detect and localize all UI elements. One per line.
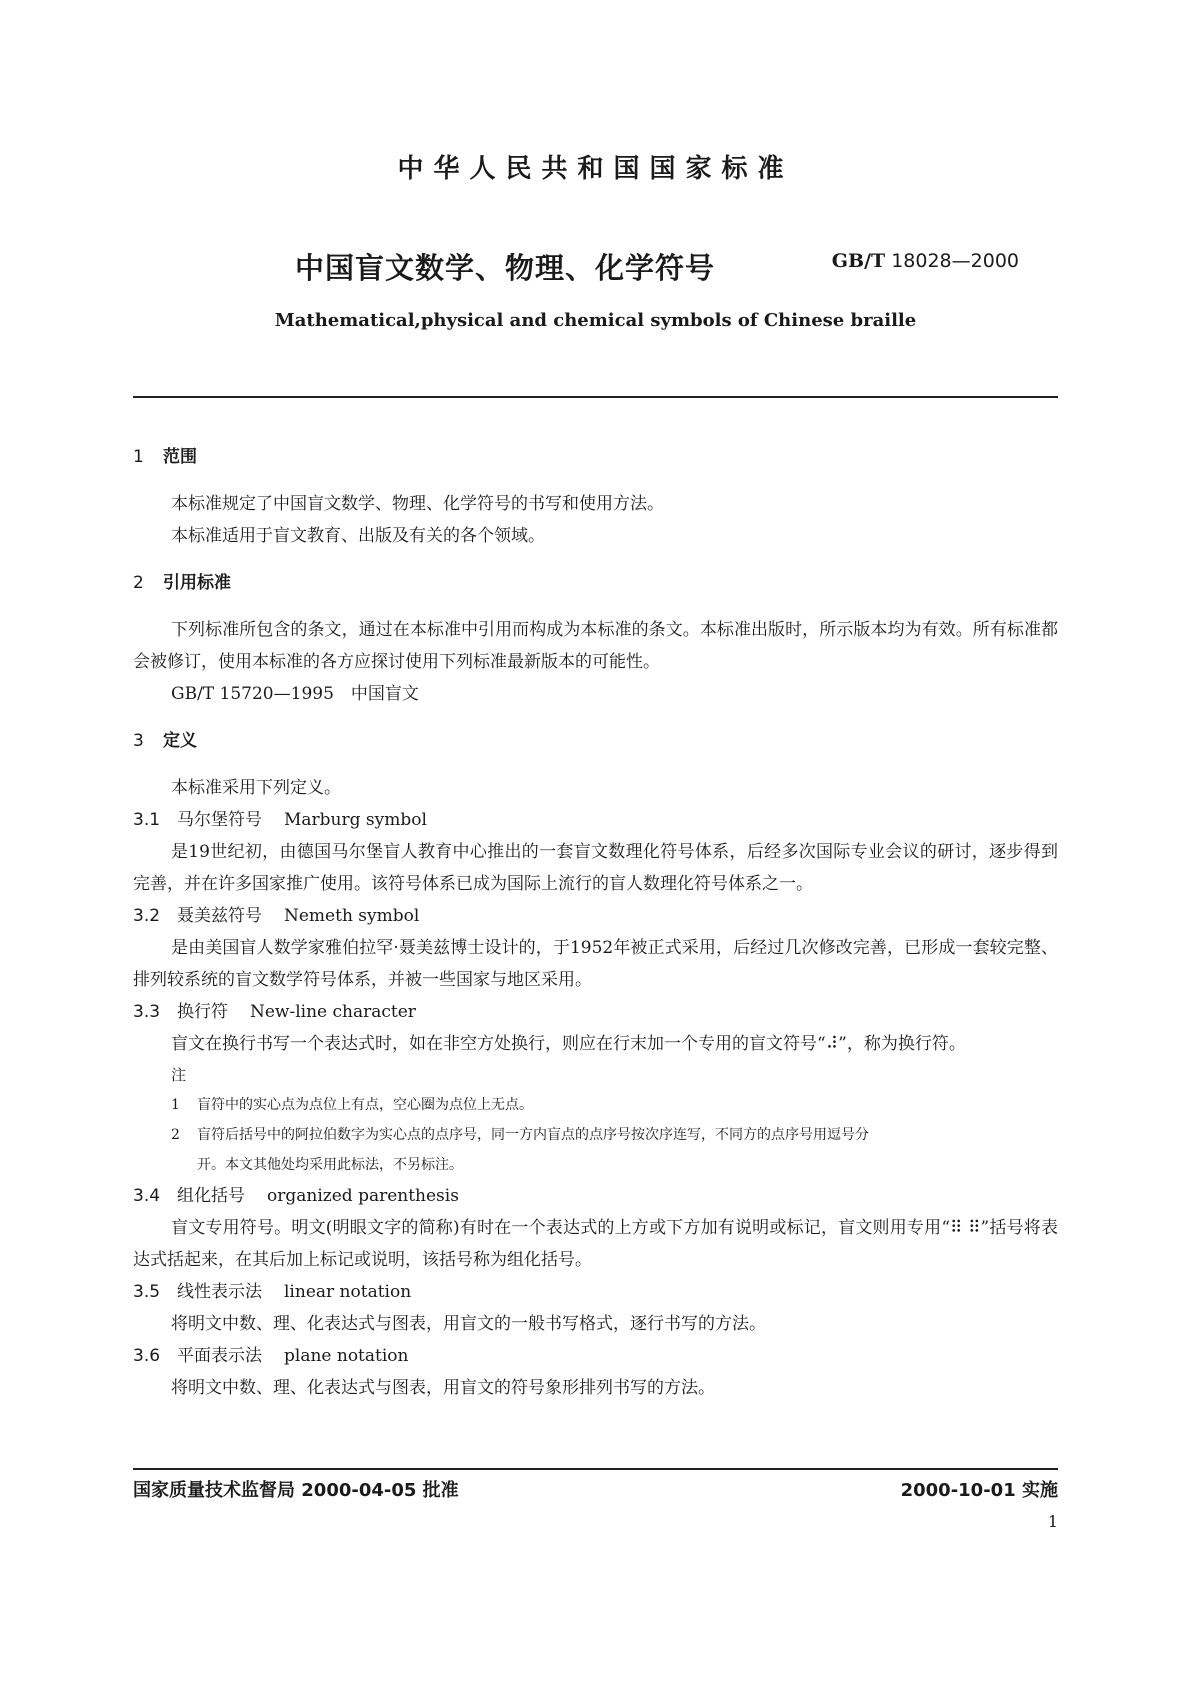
approval-date: 国家质量技术监督局 2000-04-05 批准 [133, 1480, 459, 1501]
note-number: 1 [171, 1097, 180, 1113]
standard-code: 18028—2000 [891, 250, 1019, 272]
english-title: Mathematical,physical and chemical symbols of Chinese braille [274, 310, 917, 331]
note-text: 盲符中的实心点为点位上有点，空心圈为点位上无点。 [197, 1097, 533, 1113]
term-number: 3.1 [133, 810, 161, 830]
section-number: 3 [133, 731, 144, 751]
note-heading: 注 [171, 1066, 187, 1084]
term-number: 3.3 [133, 1002, 161, 1022]
paragraph: 本标准采用下列定义。 [171, 778, 341, 798]
standard-prefix: GB/T [831, 250, 886, 272]
national-standard-heading: 中华人民共和国国家标准 [397, 154, 794, 184]
paragraph: 下列标准所包含的条文，通过在本标准中引用而构成为本标准的条文。本标准出版时，所示版本均为有效。所有标准都会被修订，使用本标准的各方应探讨使用下列标准最新版本的可能性。 [133, 620, 1058, 672]
term-number: 3.2 [133, 906, 161, 926]
section-3-heading [133, 724, 1058, 758]
section-title: 定义 [163, 731, 197, 751]
term-english: organized parenthesis [267, 1186, 459, 1206]
term-3-1 [133, 804, 1058, 836]
term-definition: 将明文中数、理、化表达式与图表，用盲文的一般书写格式，逐行书写的方法。 [171, 1314, 766, 1334]
term-3-6 [133, 1340, 1058, 1372]
section-1-heading [133, 440, 1058, 474]
term-definition: 盲文在换行书写一个表达式时，如在非空方处换行，则应在行末加一个专用的盲文符号“⠼”，称为换行符。 [171, 1034, 966, 1054]
section-number: 1 [133, 447, 144, 467]
note-1 [133, 1090, 1058, 1120]
paragraph: 本标准规定了中国盲文数学、物理、化学符号的书写和使用方法。 [171, 494, 664, 514]
standard-number [832, 250, 1019, 272]
note-text: 盲符后括号中的阿拉伯数字为实心点的点序号，同一方内盲点的点序号按次序连写，不同方的点序号用逗号分 [197, 1127, 869, 1143]
term-definition: 盲文专用符号。明文(明眼文字的简称)有时在一个表达式的上方或下方加有说明或标记，盲文则用专用“⠿ ⠿”括号将表达式括起来，在其后加上标记或说明，该括号称为组化括号。 [133, 1218, 1058, 1270]
implementation-date: 2000-10-01 实施 [900, 1480, 1058, 1501]
term-3-3 [133, 996, 1058, 1028]
note-text-continued: 开。本文其他处均采用此标法，不另标注。 [197, 1157, 463, 1173]
term-definition: 将明文中数、理、化表达式与图表，用盲文的符号象形排列书写的方法。 [171, 1378, 715, 1398]
note-2 [133, 1120, 1058, 1180]
term-number: 3.5 [133, 1282, 161, 1302]
section-title: 范围 [163, 447, 197, 467]
term-english: New-line character [250, 1002, 416, 1022]
term-english: Marburg symbol [284, 810, 427, 830]
header-divider [133, 396, 1058, 398]
term-number: 3.6 [133, 1346, 161, 1366]
term-3-2 [133, 900, 1058, 932]
normative-reference: GB/T 15720—1995 中国盲文 [171, 684, 419, 704]
section-title: 引用标准 [163, 573, 231, 593]
section-number: 2 [133, 573, 144, 593]
document-title: 中国盲文数学、物理、化学符号 [295, 251, 716, 285]
term-chinese: 组化括号 [177, 1186, 245, 1206]
term-chinese: 平面表示法 [177, 1346, 262, 1366]
term-3-4 [133, 1180, 1058, 1212]
term-english: linear notation [284, 1282, 412, 1302]
term-english: Nemeth symbol [284, 906, 420, 926]
term-chinese: 线性表示法 [177, 1282, 262, 1302]
footer-divider [133, 1468, 1058, 1470]
note-number: 2 [171, 1127, 180, 1143]
document-body [133, 440, 1058, 1404]
term-chinese: 马尔堡符号 [177, 810, 262, 830]
term-chinese: 换行符 [177, 1002, 228, 1022]
paragraph: 本标准适用于盲文教育、出版及有关的各个领域。 [171, 526, 545, 546]
section-2-heading [133, 566, 1058, 600]
term-chinese: 聂美兹符号 [177, 906, 262, 926]
term-number: 3.4 [133, 1186, 161, 1206]
term-3-5 [133, 1276, 1058, 1308]
term-definition: 是19世纪初，由德国马尔堡盲人教育中心推出的一套盲文数理化符号体系，后经多次国际专业会议的研讨，逐步得到完善，并在许多国家推广使用。该符号体系已成为国际上流行的盲人数理化符号体系之一。 [133, 842, 1058, 894]
term-definition: 是由美国盲人数学家雅伯拉罕·聂美兹博士设计的，于1952年被正式采用，后经过几次修改完善，已形成一套较完整、排列较系统的盲文数学符号体系，并被一些国家与地区采用。 [133, 938, 1058, 990]
term-english: plane notation [284, 1346, 409, 1366]
page-number: 1 [1047, 1512, 1058, 1531]
